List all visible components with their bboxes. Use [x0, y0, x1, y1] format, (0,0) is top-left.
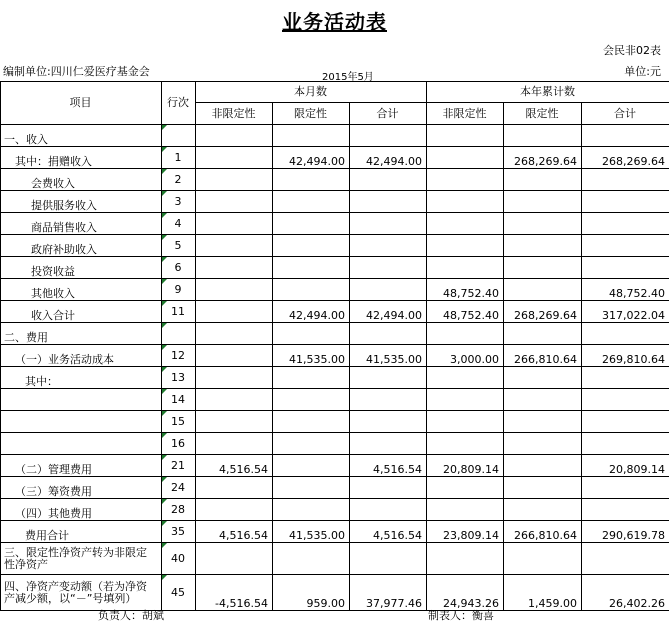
ytd-total: 317,022.04: [582, 301, 669, 323]
month-restricted: 41,535.00: [273, 521, 350, 543]
table-row: [1, 169, 669, 191]
line-number: 3: [162, 191, 196, 213]
ytd-restricted: [504, 323, 582, 345]
ytd-restricted: [504, 279, 582, 301]
ytd-total: 48,752.40: [582, 279, 669, 301]
month-unrestricted: [196, 345, 273, 367]
month-restricted: [273, 235, 350, 257]
line-number: 6: [162, 257, 196, 279]
line-number: 14: [162, 389, 196, 411]
table-row: [1, 191, 669, 213]
row-label: [1, 433, 162, 455]
header-row-1: [1, 82, 669, 103]
row-label: 三、限定性净资产转为非限定性净资产: [1, 543, 162, 575]
ytd-total: [582, 543, 669, 575]
month-total: 42,494.00: [350, 147, 427, 169]
ytd-total: [582, 433, 669, 455]
ytd-restricted: [504, 455, 582, 477]
month-unrestricted: [196, 279, 273, 301]
row-label: 费用合计: [1, 521, 162, 543]
line-number: [162, 125, 196, 147]
ytd-total: 290,619.78: [582, 521, 669, 543]
line-number: 45: [162, 575, 196, 611]
month-unrestricted: [196, 213, 273, 235]
ytd-unrestricted: 23,809.14: [427, 521, 504, 543]
month-total: 41,535.00: [350, 345, 427, 367]
ytd-restricted: 1,459.00: [504, 575, 582, 611]
header-month-restricted: 限定性: [273, 103, 350, 125]
row-label: 其他收入: [1, 279, 162, 301]
month-restricted: [273, 543, 350, 575]
month-unrestricted: [196, 125, 273, 147]
ytd-unrestricted: 3,000.00: [427, 345, 504, 367]
line-number: 1: [162, 147, 196, 169]
activity-statement-table: [0, 81, 669, 611]
month-total: [350, 191, 427, 213]
table-row: [1, 279, 669, 301]
header-month-unrestricted: 非限定性: [196, 103, 273, 125]
header-month-total: 合计: [350, 103, 427, 125]
month-restricted: 42,494.00: [273, 147, 350, 169]
row-label: 四、净资产变动额（若为净资产减少额，以“－”号填列）: [1, 575, 162, 611]
month-total: [350, 257, 427, 279]
month-unrestricted: 4,516.54: [196, 455, 273, 477]
ytd-unrestricted: 48,752.40: [427, 301, 504, 323]
ytd-unrestricted: [427, 147, 504, 169]
ytd-total: [582, 367, 669, 389]
row-label: （四）其他费用: [1, 499, 162, 521]
month-unrestricted: [196, 323, 273, 345]
header-line: 行次: [162, 82, 196, 125]
month-unrestricted: [196, 499, 273, 521]
ytd-total: [582, 389, 669, 411]
month-total: 37,977.46: [350, 575, 427, 611]
ytd-restricted: [504, 367, 582, 389]
table-row: [1, 125, 669, 147]
table-row: [1, 389, 669, 411]
ytd-unrestricted: [427, 367, 504, 389]
ytd-unrestricted: [427, 411, 504, 433]
header-ytd-restricted: 限定性: [504, 103, 582, 125]
ytd-total: [582, 169, 669, 191]
month-restricted: [273, 213, 350, 235]
ytd-unrestricted: 48,752.40: [427, 279, 504, 301]
month-restricted: [273, 499, 350, 521]
line-number: 40: [162, 543, 196, 575]
month-total: [350, 389, 427, 411]
month-total: [350, 279, 427, 301]
month-restricted: 959.00: [273, 575, 350, 611]
month-total: 4,516.54: [350, 455, 427, 477]
ytd-unrestricted: [427, 125, 504, 147]
line-number: 15: [162, 411, 196, 433]
header-ytd-unrestricted: 非限定性: [427, 103, 504, 125]
row-label: 商品销售收入: [1, 213, 162, 235]
ytd-unrestricted: [427, 235, 504, 257]
line-number: [162, 323, 196, 345]
month-unrestricted: [196, 147, 273, 169]
month-restricted: [273, 257, 350, 279]
ytd-restricted: [504, 433, 582, 455]
ytd-total: [582, 213, 669, 235]
month-restricted: [273, 191, 350, 213]
month-restricted: [273, 125, 350, 147]
month-total: [350, 411, 427, 433]
month-total: [350, 235, 427, 257]
ytd-unrestricted: [427, 257, 504, 279]
month-unrestricted: [196, 169, 273, 191]
table-row: [1, 411, 669, 433]
ytd-unrestricted: [427, 499, 504, 521]
month-total: [350, 213, 427, 235]
ytd-restricted: [504, 499, 582, 521]
month-unrestricted: [196, 301, 273, 323]
month-restricted: 41,535.00: [273, 345, 350, 367]
month-unrestricted: [196, 411, 273, 433]
ytd-restricted: [504, 235, 582, 257]
ytd-unrestricted: [427, 433, 504, 455]
row-label: 二、费用: [1, 323, 162, 345]
form-code: 会民非02表: [603, 44, 661, 57]
header-ytd-total: 合计: [582, 103, 669, 125]
month-total: [350, 169, 427, 191]
ytd-restricted: [504, 213, 582, 235]
line-number: 16: [162, 433, 196, 455]
header-item: 项目: [1, 82, 162, 125]
month-total: 42,494.00: [350, 301, 427, 323]
table-row: [1, 477, 669, 499]
table-row: [1, 345, 669, 367]
report-period: 2015年5月: [322, 72, 374, 83]
reporting-entity: 编制单位:四川仁爱医疗基金会: [3, 65, 150, 78]
month-unrestricted: -4,516.54: [196, 575, 273, 611]
table-row: [1, 213, 669, 235]
ytd-total: 26,402.26: [582, 575, 669, 611]
ytd-restricted: [504, 411, 582, 433]
ytd-unrestricted: [427, 191, 504, 213]
line-number: 11: [162, 301, 196, 323]
ytd-total: [582, 499, 669, 521]
row-label: 其中：捐赠收入: [1, 147, 162, 169]
month-restricted: [273, 411, 350, 433]
row-label: 会费收入: [1, 169, 162, 191]
ytd-unrestricted: [427, 213, 504, 235]
ytd-total: 269,810.64: [582, 345, 669, 367]
signature-preparer: 制表人：衡喜: [428, 609, 494, 622]
row-label: 收入合计: [1, 301, 162, 323]
ytd-restricted: [504, 389, 582, 411]
row-label: [1, 411, 162, 433]
table-row: [1, 257, 669, 279]
month-restricted: [273, 367, 350, 389]
report-title: 业务活动表: [282, 10, 387, 34]
row-label: （二）管理费用: [1, 455, 162, 477]
month-total: [350, 477, 427, 499]
month-unrestricted: 4,516.54: [196, 521, 273, 543]
table-row: [1, 147, 669, 169]
header-month: 本月数: [196, 82, 427, 103]
month-total: [350, 433, 427, 455]
ytd-restricted: [504, 257, 582, 279]
table-row: [1, 575, 669, 611]
ytd-restricted: 268,269.64: [504, 147, 582, 169]
month-unrestricted: [196, 389, 273, 411]
ytd-restricted: [504, 169, 582, 191]
ytd-restricted: [504, 125, 582, 147]
ytd-restricted: 266,810.64: [504, 521, 582, 543]
table-row: [1, 433, 669, 455]
ytd-unrestricted: 24,943.26: [427, 575, 504, 611]
month-unrestricted: [196, 235, 273, 257]
row-label: （三）筹资费用: [1, 477, 162, 499]
line-number: 9: [162, 279, 196, 301]
table-row: [1, 543, 669, 575]
row-label: 提供服务收入: [1, 191, 162, 213]
signature-leader: 负责人：胡斌: [98, 609, 164, 622]
table-row: [1, 521, 669, 543]
ytd-total: 20,809.14: [582, 455, 669, 477]
ytd-unrestricted: [427, 169, 504, 191]
line-number: 4: [162, 213, 196, 235]
line-number: 12: [162, 345, 196, 367]
currency-unit: 单位:元: [624, 65, 661, 78]
table-row: [1, 455, 669, 477]
month-restricted: [273, 323, 350, 345]
ytd-restricted: [504, 477, 582, 499]
month-total: [350, 543, 427, 575]
ytd-unrestricted: [427, 323, 504, 345]
header-ytd: 本年累计数: [427, 82, 669, 103]
ytd-total: 268,269.64: [582, 147, 669, 169]
row-label: 其中：: [1, 367, 162, 389]
ytd-total: [582, 235, 669, 257]
line-number: 24: [162, 477, 196, 499]
line-number: 2: [162, 169, 196, 191]
line-number: 21: [162, 455, 196, 477]
ytd-restricted: 266,810.64: [504, 345, 582, 367]
ytd-restricted: [504, 543, 582, 575]
month-restricted: [273, 389, 350, 411]
month-unrestricted: [196, 433, 273, 455]
line-number: 5: [162, 235, 196, 257]
row-label: 政府补助收入: [1, 235, 162, 257]
month-unrestricted: [196, 477, 273, 499]
ytd-total: [582, 477, 669, 499]
row-label: [1, 389, 162, 411]
row-label: （一）业务活动成本: [1, 345, 162, 367]
month-unrestricted: [196, 543, 273, 575]
ytd-unrestricted: [427, 477, 504, 499]
ytd-restricted: 268,269.64: [504, 301, 582, 323]
line-number: 28: [162, 499, 196, 521]
month-total: [350, 323, 427, 345]
month-total: 4,516.54: [350, 521, 427, 543]
ytd-total: [582, 257, 669, 279]
month-restricted: [273, 477, 350, 499]
row-label: 投资收益: [1, 257, 162, 279]
month-restricted: [273, 169, 350, 191]
ytd-unrestricted: [427, 389, 504, 411]
ytd-total: [582, 191, 669, 213]
month-unrestricted: [196, 257, 273, 279]
ytd-restricted: [504, 191, 582, 213]
month-restricted: [273, 433, 350, 455]
month-restricted: [273, 279, 350, 301]
ytd-total: [582, 323, 669, 345]
ytd-total: [582, 411, 669, 433]
month-total: [350, 125, 427, 147]
table-row: [1, 235, 669, 257]
row-label: 一、收入: [1, 125, 162, 147]
month-total: [350, 367, 427, 389]
month-unrestricted: [196, 367, 273, 389]
ytd-unrestricted: 20,809.14: [427, 455, 504, 477]
month-restricted: 42,494.00: [273, 301, 350, 323]
month-total: [350, 499, 427, 521]
line-number: 13: [162, 367, 196, 389]
table-row: [1, 301, 669, 323]
ytd-total: [582, 125, 669, 147]
month-restricted: [273, 455, 350, 477]
table-row: [1, 367, 669, 389]
table-row: [1, 499, 669, 521]
table-row: [1, 323, 669, 345]
month-unrestricted: [196, 191, 273, 213]
ytd-unrestricted: [427, 543, 504, 575]
line-number: 35: [162, 521, 196, 543]
